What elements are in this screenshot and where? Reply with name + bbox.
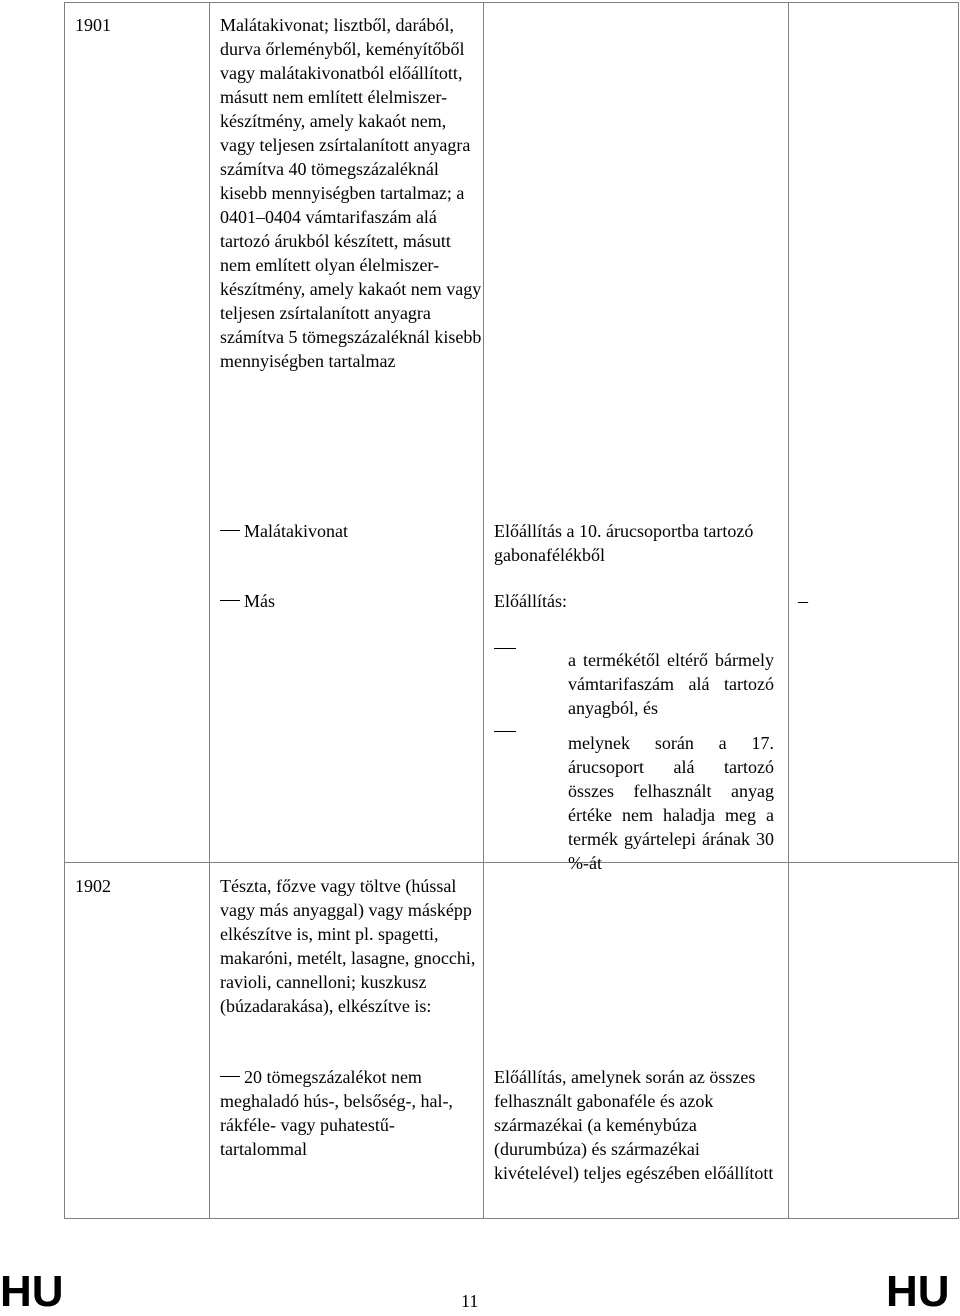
footer-language-code-right: HU [886, 1267, 950, 1316]
condition-item [494, 624, 784, 720]
page-number: 11 [461, 1291, 479, 1311]
column-divider [788, 2, 789, 1219]
sub-item-label: Más [244, 591, 275, 611]
footer-language-code-left: HU [0, 1267, 64, 1316]
heading-code: 1901 [75, 15, 111, 35]
sub-item-label: 20 tömegszázalékot nem meghaladó hús-, belsőség-, hal-, rákféle- vagy puhatestű-tartalommal [220, 1067, 453, 1159]
dash-marker [220, 1076, 240, 1077]
table-border-bottom [64, 1218, 959, 1219]
heading-code: 1902 [75, 876, 111, 896]
product-description: Tészta, főzve vagy töltve (hússal vagy más anyaggal) vagy másképp elkészítve is, mint pl. spagetti, makaróni, metélt, lasagne, gnocchi, ravioli, cannelloni; kuszkusz (búzadarakása), elkészítve is: [220, 876, 476, 1016]
condition-text: a termékétől eltérő bármely vámtarifaszám alá tartozó anyagból, és [568, 650, 774, 718]
condition-item [494, 707, 784, 875]
table-border-top [64, 2, 959, 3]
origin-rule: Előállítás a 10. árucsoportba tartozó gabonafélékből [494, 521, 754, 565]
alternative-rule: – [798, 590, 808, 612]
column-divider [209, 2, 210, 1219]
sub-item [220, 1065, 478, 1161]
origin-rule: Előállítás, amelynek során az összes felhasznált gabonaféle és azok származékai (a keménybúza (durumbúza) és származékai kivételével) teljes egészében előállított [494, 1067, 774, 1183]
dash-marker [494, 731, 516, 732]
product-description: Malátakivonat; lisztből, darából, durva őrleményből, keményítőből vagy malátakivonatból előállított, másutt nem említett élelmiszer-készítmény, amely kakaót nem, vagy teljesen zsírtalanított anyagra számítva 40 tömegszázaléknál kisebb mennyiségben tartalmaz; a 0401–0404 vámtarifaszám alá tartozó árukból készített, másutt nem említett olyan élelmiszer-készítmény, amely kakaót nem vagy teljesen zsírtalanított anyagra számítva 5 tömegszázaléknál kisebb mennyiségben tartalmaz [220, 15, 482, 371]
condition-text: melynek során a 17. árucsoport alá tartozó összes felhasznált anyag értéke nem haladja meg a termék gyártelepi árának 30 %-át [568, 733, 774, 873]
table-border-left [64, 2, 65, 1219]
dash-marker [220, 530, 240, 531]
column-divider [483, 2, 484, 1219]
dash-marker [494, 648, 516, 649]
table-border-right [958, 2, 959, 1219]
sub-item [220, 519, 480, 543]
sub-item-label: Malátakivonat [244, 521, 348, 541]
origin-rule: Előállítás: [494, 591, 567, 611]
sub-item [220, 589, 480, 613]
dash-marker [220, 600, 240, 601]
